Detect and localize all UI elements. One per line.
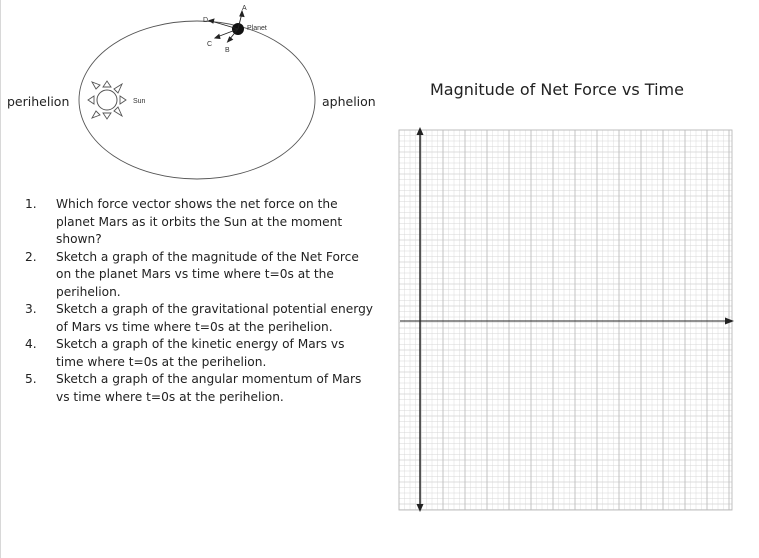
question-item: [25, 196, 375, 249]
perihelion-label: perihelion: [7, 94, 70, 109]
question-number: 1.: [25, 197, 37, 211]
question-item: [25, 336, 375, 371]
question-item: [25, 301, 375, 336]
vector-d-label: D: [203, 17, 209, 24]
blank-graph-grid: [395, 125, 740, 515]
question-list: [25, 196, 375, 406]
question-text: Sketch a graph of the gravitational potential energy of Mars vs time where t=0s at the perihelion.: [56, 302, 374, 334]
question-item: [25, 249, 375, 302]
planet-label: Planet: [247, 25, 267, 32]
vector-a-label: A: [242, 5, 247, 12]
vector-b-label: B: [225, 47, 230, 54]
question-number: 4.: [25, 337, 37, 351]
sun-icon: [88, 81, 126, 119]
x-axis: [400, 318, 734, 325]
y-axis-down-arrow: [417, 504, 424, 512]
question-text: Sketch a graph of the kinetic energy of Mars vs time where t=0s at the perihelion.: [56, 337, 345, 369]
y-axis: [417, 127, 424, 512]
sun-label: Sun: [133, 98, 146, 105]
y-axis-up-arrow: [417, 127, 424, 135]
question-text: Which force vector shows the net force on the planet Mars as it orbits the Sun at the moment shown?: [56, 197, 343, 246]
grid-border: [399, 130, 732, 510]
question-item: [25, 371, 375, 406]
x-axis-arrow: [725, 318, 734, 325]
aphelion-label: aphelion: [322, 94, 376, 109]
vector-c-label: C: [207, 41, 213, 48]
question-text: Sketch a graph of the angular momentum of Mars vs time where t=0s at the perihelion.: [56, 372, 362, 404]
question-number: 3.: [25, 302, 37, 316]
question-text: Sketch a graph of the magnitude of the Net Force on the planet Mars vs time where t=0s at the perihelion.: [56, 249, 359, 299]
question-number: 2.: [25, 249, 37, 264]
grid-lines: [399, 130, 732, 510]
graph-title: Magnitude of Net Force vs Time: [430, 80, 684, 99]
question-number: 5.: [25, 372, 37, 386]
